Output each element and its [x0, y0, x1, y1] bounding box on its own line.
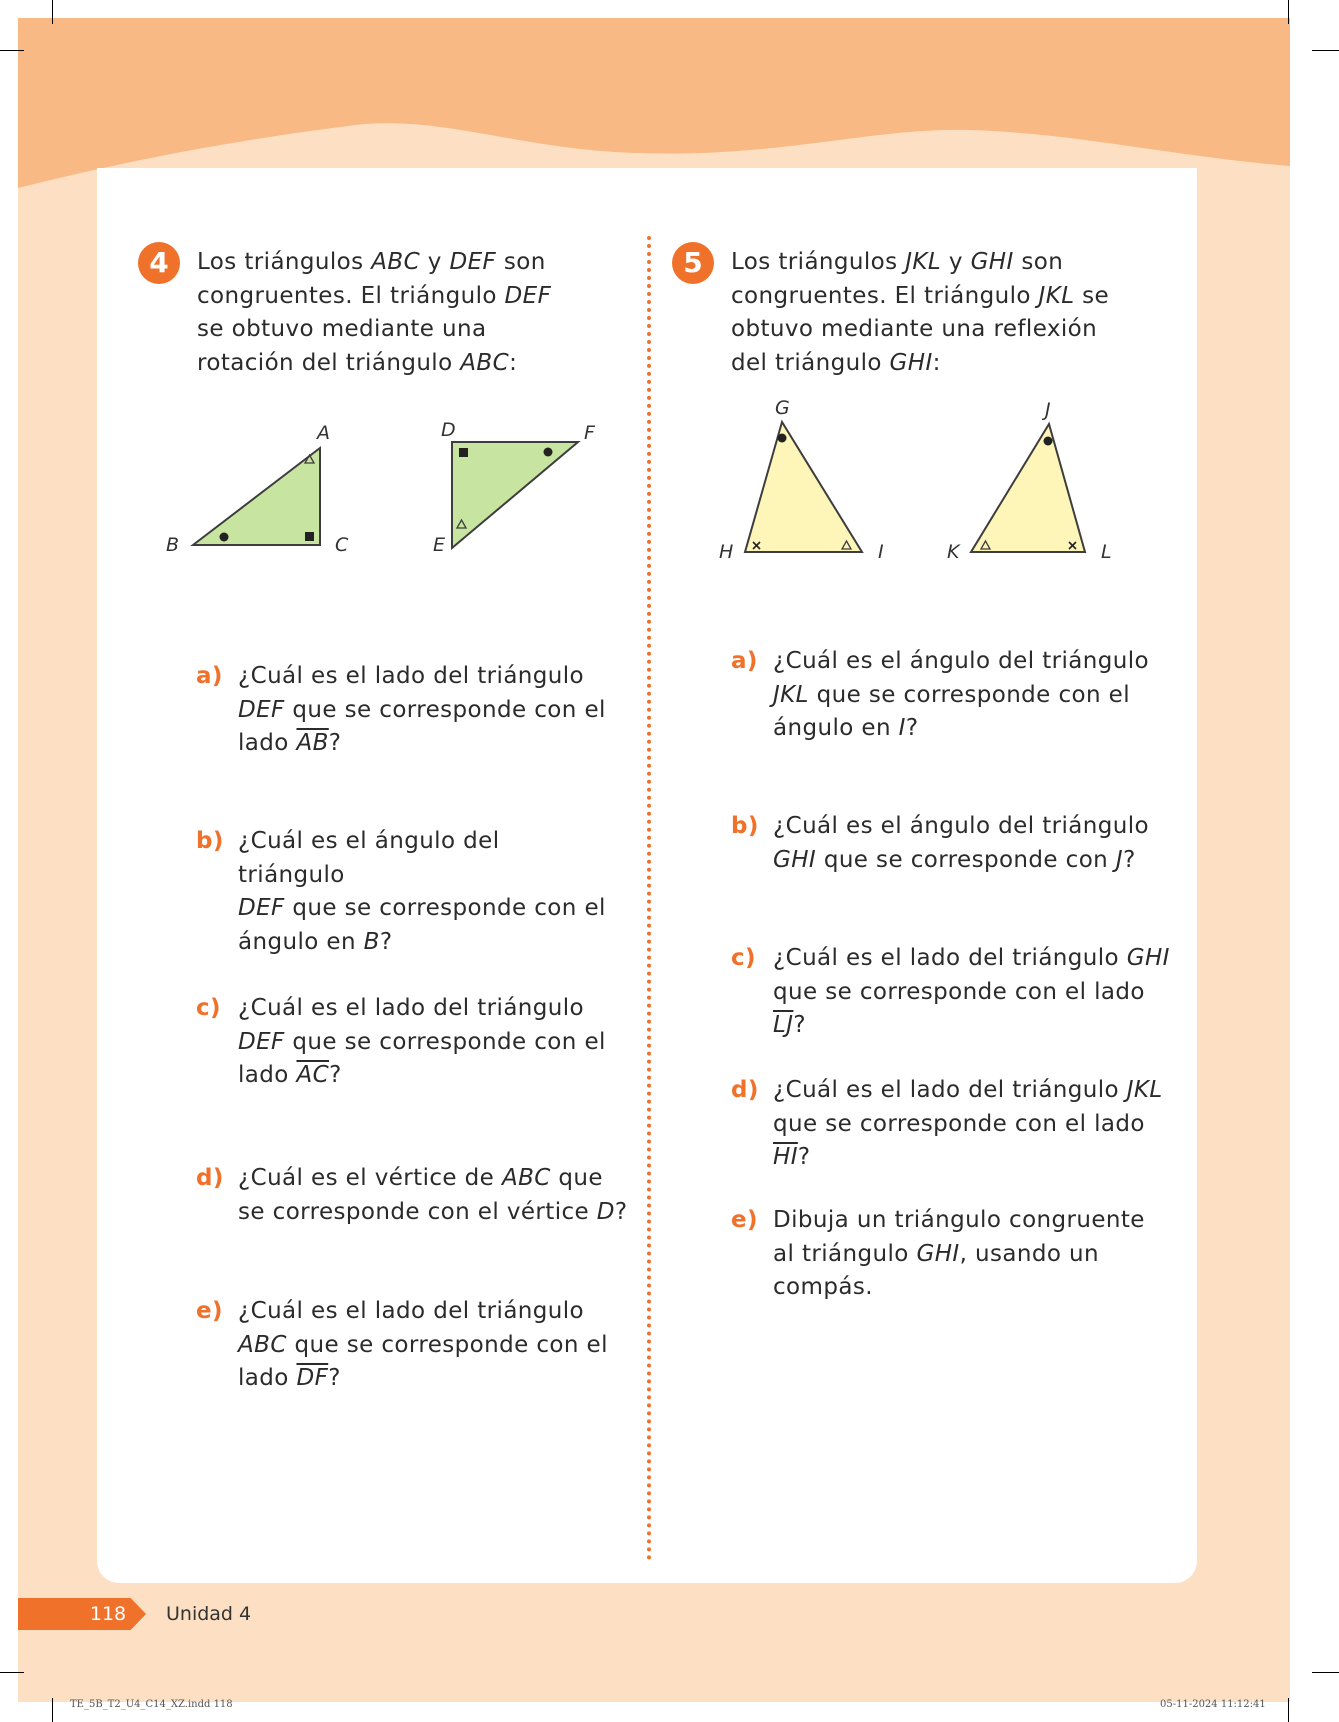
- exercise-4-badge: 4: [138, 242, 180, 284]
- triangles-abc-def-figure: [150, 408, 620, 558]
- triangles-ghi-jkl-figure: [705, 392, 1135, 568]
- label-d: D: [441, 419, 456, 441]
- label-e: E: [433, 534, 446, 556]
- question-5d: d) ¿Cuál es el lado del triángulo JKL que se corresponde con el lado $\overline{HI}$?: [731, 1077, 1163, 1170]
- label-c: C: [335, 534, 349, 556]
- exercise-5-statement: Los triángulos JKL y GHI son congruentes. El triángulo JKL se obtuvo mediante una reflexión del triángulo GHI:: [731, 249, 1110, 376]
- label-h: H: [719, 541, 734, 563]
- triangle-ghi: [745, 422, 862, 552]
- triangle-jkl: [971, 424, 1085, 552]
- column-divider: [647, 236, 651, 1561]
- question-4d: d) ¿Cuál es el vértice de ABC que se corresponde con el vértice D?: [196, 1165, 628, 1225]
- question-4c: c) ¿Cuál es el lado del triángulo DEF que se corresponde con el lado $\overline{AC}$?: [196, 995, 606, 1088]
- crop-mark: [0, 1672, 24, 1673]
- crop-mark: [1288, 1698, 1289, 1722]
- triangle-def: [452, 442, 578, 548]
- question-4e: e) ¿Cuál es el lado del triángulo ABC que se corresponde con el lado $\overline{DF}$?: [196, 1298, 608, 1391]
- question-5b: b) ¿Cuál es el ángulo del triángulo GHI que se corresponde con J?: [731, 813, 1149, 873]
- triangle-abc: [193, 448, 320, 545]
- label-i: I: [878, 541, 884, 563]
- slug-file: TE_5B_T2_U4_C14_XZ.indd 118: [70, 1699, 233, 1710]
- exercise-4-statement: Los triángulos ABC y DEF son congruentes. El triángulo DEF se obtuvo mediante una rotación del triángulo ABC:: [197, 249, 552, 376]
- question-4a: a) ¿Cuál es el lado del triángulo DEF que se corresponde con el lado $\overline{AB}$?: [196, 663, 606, 756]
- label-j: J: [1045, 399, 1051, 421]
- page-number: 118: [89, 1603, 127, 1625]
- label-l: L: [1101, 541, 1112, 563]
- question-4b: b) ¿Cuál es el ángulo del triángulo DEF que se corresponde con el ángulo en B?: [196, 828, 606, 955]
- crop-mark: [1312, 50, 1339, 51]
- label-k: K: [947, 541, 960, 563]
- label-f: F: [584, 422, 595, 444]
- crop-mark: [52, 1698, 53, 1722]
- exercise-5-badge: 5: [672, 242, 714, 284]
- question-5a: a) ¿Cuál es el ángulo del triángulo JKL que se corresponde con el ángulo en I?: [731, 648, 1149, 741]
- crop-mark: [0, 50, 24, 51]
- crop-mark: [1312, 1672, 1339, 1673]
- question-5c: c) ¿Cuál es el lado del triángulo GHI que se corresponde con el lado $\overline{LJ}$?: [731, 945, 1170, 1038]
- crop-mark: [1288, 0, 1289, 24]
- label-g: G: [775, 397, 790, 419]
- slug-timestamp: 05-11-2024 11:12:41: [1160, 1699, 1266, 1710]
- label-a: A: [317, 422, 330, 444]
- unit-label: Unidad 4: [166, 1603, 252, 1625]
- label-b: B: [166, 534, 180, 556]
- question-5e: e) Dibuja un triángulo congruente al triángulo GHI, usando un compás.: [731, 1207, 1145, 1300]
- crop-mark: [52, 0, 53, 24]
